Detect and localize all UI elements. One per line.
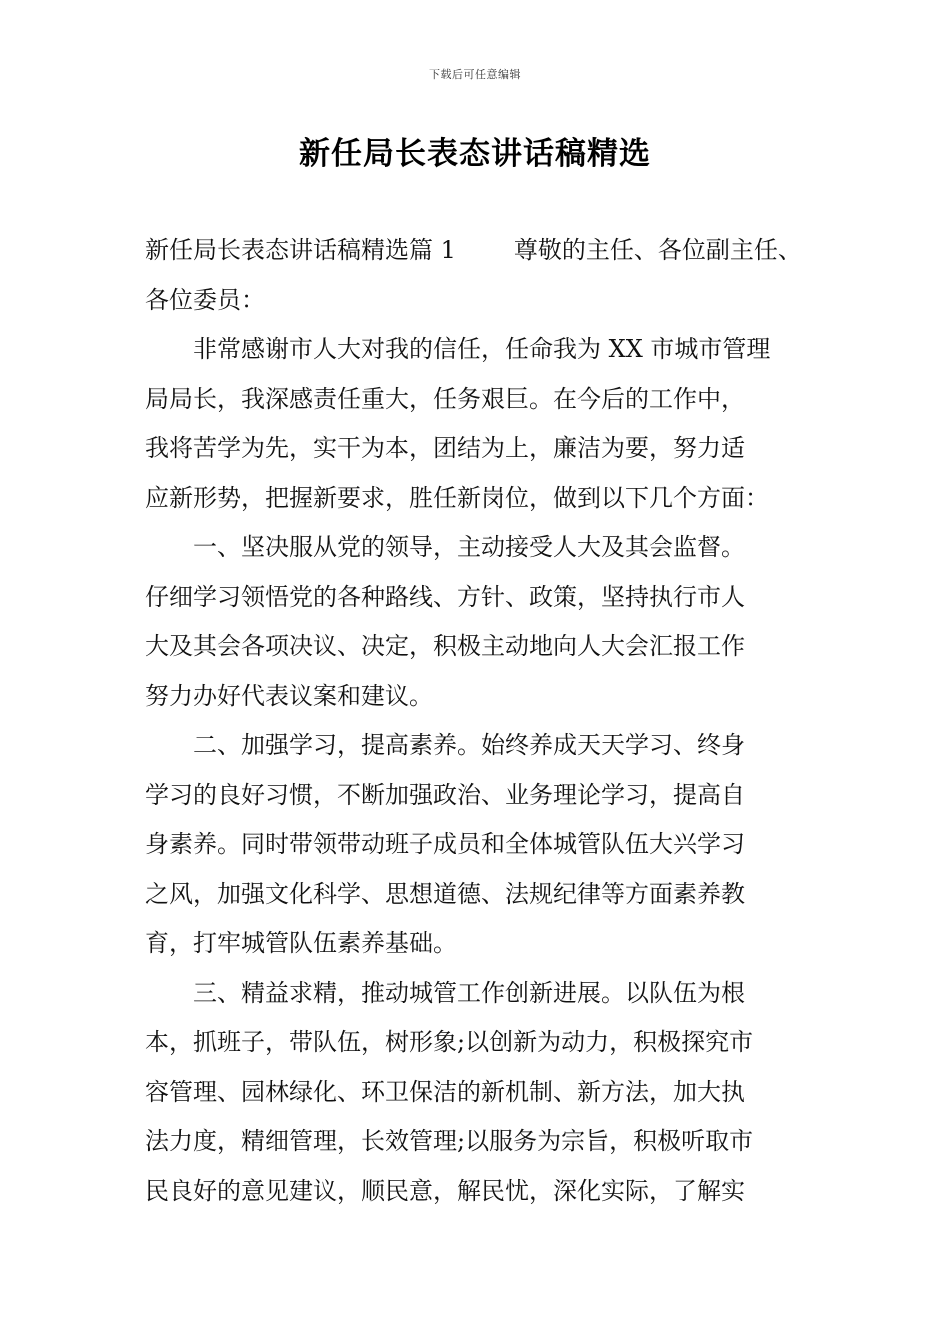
body-line: 局局长，我深感责任重大，任务艰巨。在今后的工作中， <box>145 384 745 413</box>
body-line: 之风，加强文化科学、思想道德、法规纪律等方面素养教 <box>145 879 745 908</box>
body-line: 仔细学习领悟党的各种路线、方针、政策，坚持执行市人 <box>145 582 745 611</box>
body-line <box>145 226 835 276</box>
body-line: 应新形势，把握新要求，胜任新岗位，做到以下几个方面： <box>145 483 769 512</box>
body-line: 本，抓班子，带队伍，树形象;以创新为动力，积极探究市 <box>145 1028 754 1056</box>
body-line: 我将苦学为先，实干为本，团结为上，廉洁为要，努力适 <box>145 434 745 462</box>
document-body <box>145 226 835 1216</box>
salutation-start: 尊敬的主任、各位副主任、 <box>513 236 802 264</box>
body-line: 学习的良好习惯，不断加强政治、业务理论学习，提高自 <box>145 780 745 809</box>
body-line: 各位委员： <box>145 285 265 314</box>
body-line: 非常感谢市人大对我的信任，任命我为 XX 市城市管理 <box>145 335 771 363</box>
body-line: 一、坚决服从党的领导，主动接受人大及其会监督。 <box>145 533 745 561</box>
body-line: 二、加强学习，提高素养。始终养成天天学习、终身 <box>145 731 745 759</box>
body-line: 法力度，精细管理，长效管理;以服务为宗旨，积极听取市 <box>145 1127 754 1155</box>
document-title: 新任局长表态讲话稿精选 <box>299 136 651 172</box>
body-line: 三、精益求精，推动城管工作创新进展。以队伍为根 <box>145 978 745 1007</box>
body-line: 身素养。同时带领带动班子成员和全体城管队伍大兴学习 <box>145 830 745 858</box>
header-note: 下载后可任意编辑 <box>429 68 521 81</box>
body-line: 大及其会各项决议、决定，积极主动地向人大会汇报工作 <box>145 632 745 660</box>
section-heading: 新任局长表态讲话稿精选篇 1 <box>145 236 456 264</box>
body-line: 育，打牢城管队伍素养基础。 <box>145 929 457 957</box>
body-line: 努力办好代表议案和建议。 <box>145 681 433 710</box>
body-line: 容管理、园林绿化、环卫保洁的新机制、新方法，加大执 <box>145 1077 745 1106</box>
body-line: 民良好的意见建议，顺民意，解民忧，深化实际，了解实 <box>145 1176 745 1205</box>
